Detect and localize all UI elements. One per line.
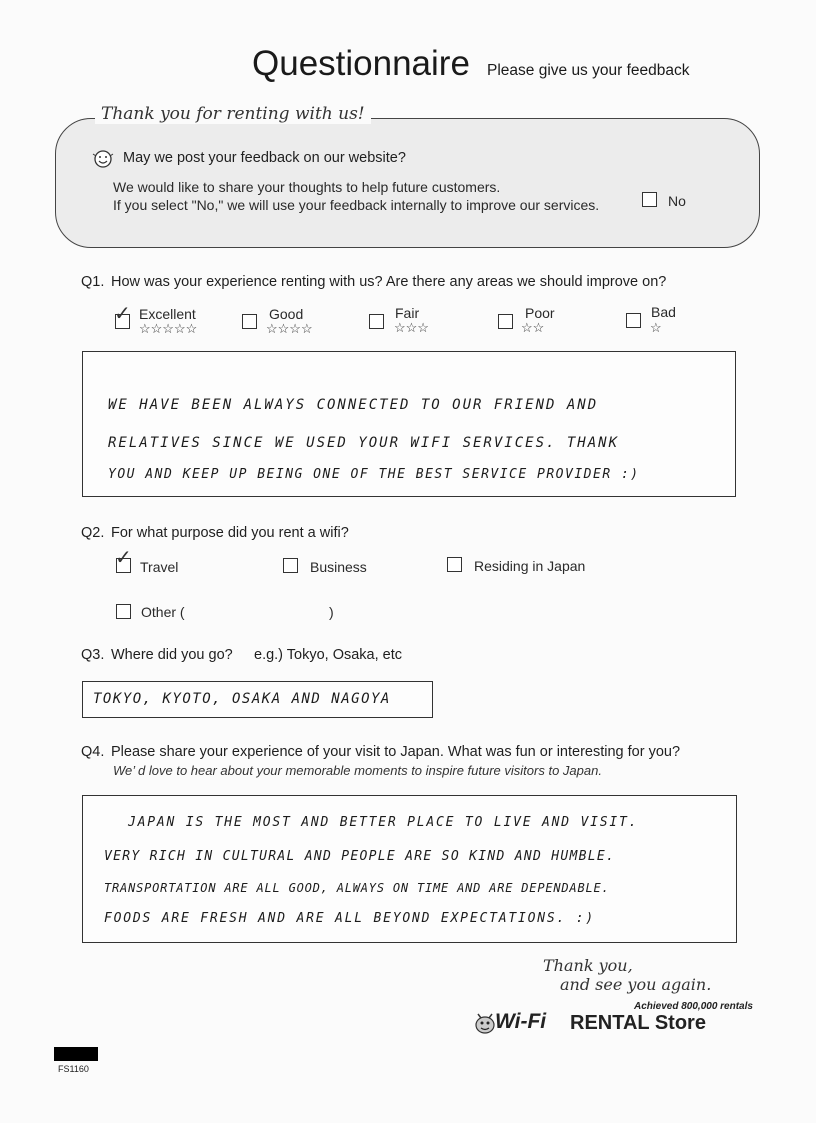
q1-question: How was your experience renting with us? Are there any areas we should improve on? — [111, 274, 667, 290]
smiley-face-icon — [91, 149, 115, 169]
three-star-icon: ☆☆☆ — [394, 320, 429, 335]
mascot-logo-icon — [474, 1010, 496, 1034]
other-close-paren: ) — [329, 604, 334, 620]
purpose-option-label: Residing in Japan — [474, 558, 586, 574]
poor-checkbox[interactable] — [498, 314, 513, 329]
q3-number: Q3. — [81, 647, 105, 663]
q4-number: Q4. — [81, 744, 105, 760]
q4-note: We’ d love to hear about your memorable moments to inspire future visitors to Japan. — [113, 763, 602, 778]
q1-answer-line: RELATIVES SINCE WE USED YOUR WIFI SERVICES. THANK — [108, 435, 620, 451]
q1-answer-line: YOU AND KEEP UP BEING ONE OF THE BEST SERVICE PROVIDER :) — [108, 467, 640, 482]
good-checkbox[interactable] — [242, 314, 257, 329]
q4-answer-line: TRANSPORTATION ARE ALL GOOD, ALWAYS ON TIME AND ARE DEPENDABLE. — [104, 881, 610, 895]
checkmark-icon: ✓ — [114, 303, 131, 325]
checkmark-icon: ✓ — [115, 547, 132, 569]
closing-line-1: Thank you, — [543, 956, 633, 975]
rating-option-label: Poor — [525, 305, 555, 321]
closing-line-2: and see you again. — [560, 975, 712, 994]
purpose-option-label: Business — [310, 559, 367, 575]
rentals-achievement: Achieved 800,000 rentals — [634, 1001, 753, 1012]
q3-question: Where did you go? — [111, 647, 233, 663]
q4-answer-line: JAPAN IS THE MOST AND BETTER PLACE TO LIVE AND VISIT. — [128, 815, 639, 830]
four-star-icon: ☆☆☆☆ — [266, 321, 313, 336]
one-star-icon: ☆ — [650, 320, 662, 335]
q4-answer-line: VERY RICH IN CULTURAL AND PEOPLE ARE SO KIND AND HUMBLE. — [104, 849, 616, 864]
page-title: Questionnaire — [252, 44, 470, 83]
logo-rental-store-text: RENTAL Store — [570, 1012, 706, 1034]
other-checkbox[interactable] — [116, 604, 131, 619]
rating-option-label: Excellent — [139, 306, 196, 322]
consent-explanation-line-1: We would like to share your thoughts to help future customers. — [113, 179, 501, 195]
q1-number: Q1. — [81, 274, 105, 290]
no-checkbox-label: No — [668, 193, 686, 209]
redaction-bar — [54, 1047, 98, 1061]
q4-question: Please share your experience of your visit to Japan. What was fun or interesting for you? — [111, 744, 681, 760]
q2-number: Q2. — [81, 525, 105, 541]
thanks-heading: Thank you for renting with us! — [95, 104, 371, 124]
website-question: May we post your feedback on our website? — [123, 150, 406, 166]
residing-in-japan-checkbox[interactable] — [447, 557, 462, 572]
fair-checkbox[interactable] — [369, 314, 384, 329]
q4-answer-line: FOODS ARE FRESH AND ARE ALL BEYOND EXPECTATIONS. :) — [104, 911, 595, 926]
business-checkbox[interactable] — [283, 558, 298, 573]
rating-option-label: Fair — [395, 305, 420, 321]
logo-wifi-text: Wi-Fi — [495, 1010, 547, 1033]
other-text-input[interactable] — [190, 602, 325, 620]
q1-answer-line: WE HAVE BEEN ALWAYS CONNECTED TO OUR FRIEND AND — [108, 397, 599, 413]
five-star-icon: ☆☆☆☆☆ — [139, 321, 198, 336]
bad-checkbox[interactable] — [626, 313, 641, 328]
purpose-option-label: Travel — [140, 559, 179, 575]
q3-answer: TOKYO, KYOTO, OSAKA AND NAGOYA — [93, 691, 391, 707]
q3-example: e.g.) Tokyo, Osaka, etc — [254, 647, 403, 663]
form-code: FS1160 — [58, 1064, 89, 1074]
rating-option-label: Bad — [651, 304, 676, 320]
rating-option-label: Good — [269, 306, 304, 322]
other-option-label: Other ( — [141, 604, 185, 620]
q2-question: For what purpose did you rent a wifi? — [111, 525, 349, 541]
no-checkbox[interactable] — [642, 192, 657, 207]
two-star-icon: ☆☆ — [521, 320, 545, 335]
page-subtitle: Please give us your feedback — [487, 62, 690, 79]
consent-explanation-line-2: If you select "No," we will use your feedback internally to improve our services. — [113, 197, 600, 213]
